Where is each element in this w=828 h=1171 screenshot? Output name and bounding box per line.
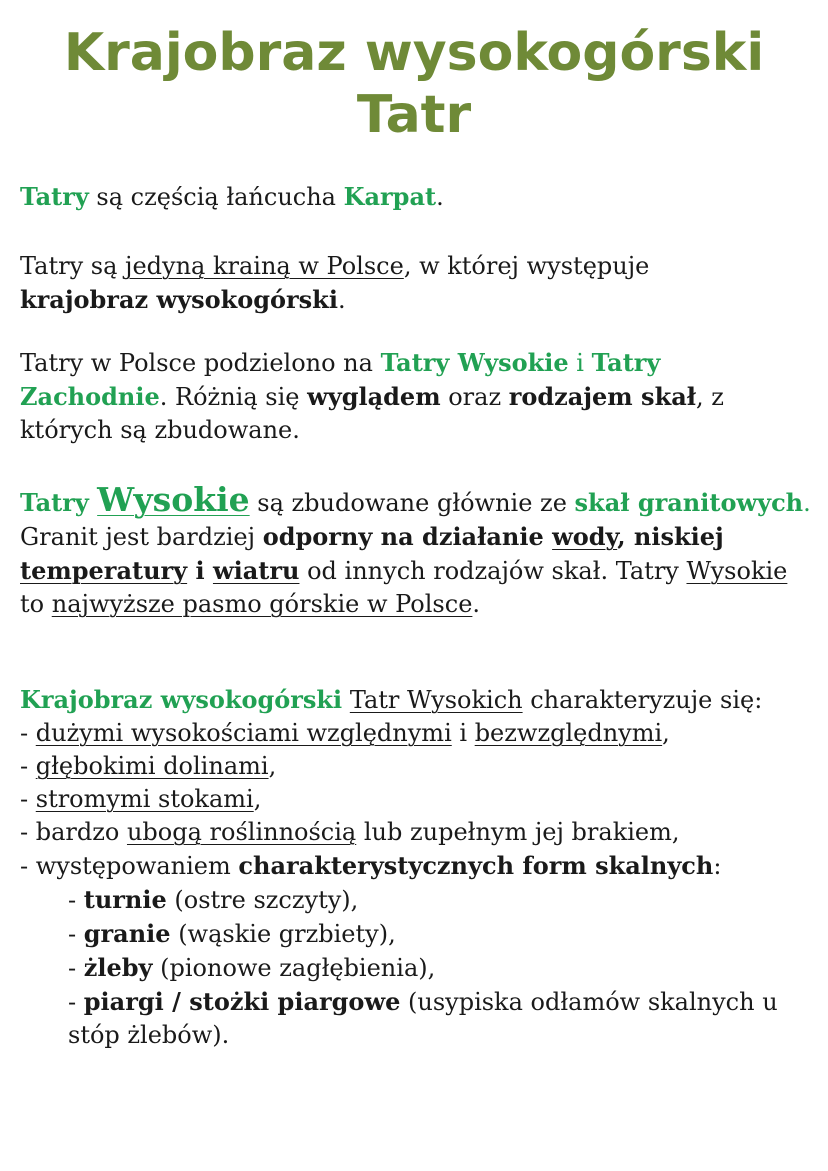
term-karpat: Karpat bbox=[343, 182, 437, 211]
term-krajobraz-wysokogorski: Krajobraz wysokogórski bbox=[20, 685, 343, 714]
term-tatry-zachodnie: Tatry Zachodnie bbox=[20, 348, 661, 411]
formy-skalne-list bbox=[20, 883, 815, 1052]
title-line-2: Tatr bbox=[356, 85, 472, 145]
paragraph-karpaty: Tatry są częścią łańcucha Karpat. bbox=[20, 182, 444, 211]
page-title bbox=[0, 22, 828, 146]
paragraph-jedyna-kraina: Tatry są jedyną krainą w Polsce, w której występuje krajobraz wysokogórski. bbox=[20, 252, 650, 314]
paragraph-podzial: Tatry w Polsce podzielono na Tatry Wysokie i Tatry Zachodnie. Różnią się wyglądem oraz rodzajem skał, z których są zbudowane. bbox=[20, 348, 724, 444]
term-tatry-wysokie: Tatry Wysokie bbox=[380, 348, 569, 377]
list-item: - głębokimi dolinami, bbox=[20, 752, 277, 780]
sub-list-item: - piargi / stożki piargowe (usypiska odłamów skalnych u stóp żlebów). bbox=[68, 987, 778, 1049]
sub-list-item: - żleby (pionowe zagłębienia), bbox=[68, 953, 436, 982]
list-item: - stromymi stokami, bbox=[20, 785, 262, 813]
list-item: - dużymi wysokościami względnymi i bezwzględnymi, bbox=[20, 719, 670, 747]
term-tatry: Tatry bbox=[20, 182, 89, 211]
paragraph-wysokie: Tatry Wysokie są zbudowane głównie ze skał granitowych. Granit jest bardziej odporny na działanie wody, niskiej temperatury i wiatru od innych rodzajów skał. Tatry Wysokie to najwyższe pasmo górskie w Polsce. bbox=[20, 480, 811, 618]
title-line-1: Krajobraz wysokogórski bbox=[63, 23, 765, 83]
term-wysokie: Wysokie bbox=[97, 480, 250, 519]
cechy-intro: Krajobraz wysokogórski Tatr Wysokich charakteryzuje się: bbox=[20, 685, 763, 714]
section-cechy-krajobrazu bbox=[20, 683, 815, 1052]
list-item: - występowaniem charakterystycznych form skalnych: bbox=[20, 851, 722, 880]
term-skal-granitowych: skał granitowych bbox=[574, 488, 804, 517]
cechy-list bbox=[20, 717, 815, 883]
sub-list-item: - granie (wąskie grzbiety), bbox=[68, 919, 396, 948]
sub-list-item: - turnie (ostre szczyty), bbox=[68, 885, 359, 914]
list-item: - bardzo ubogą roślinnością lub zupełnym jej brakiem, bbox=[20, 818, 680, 846]
